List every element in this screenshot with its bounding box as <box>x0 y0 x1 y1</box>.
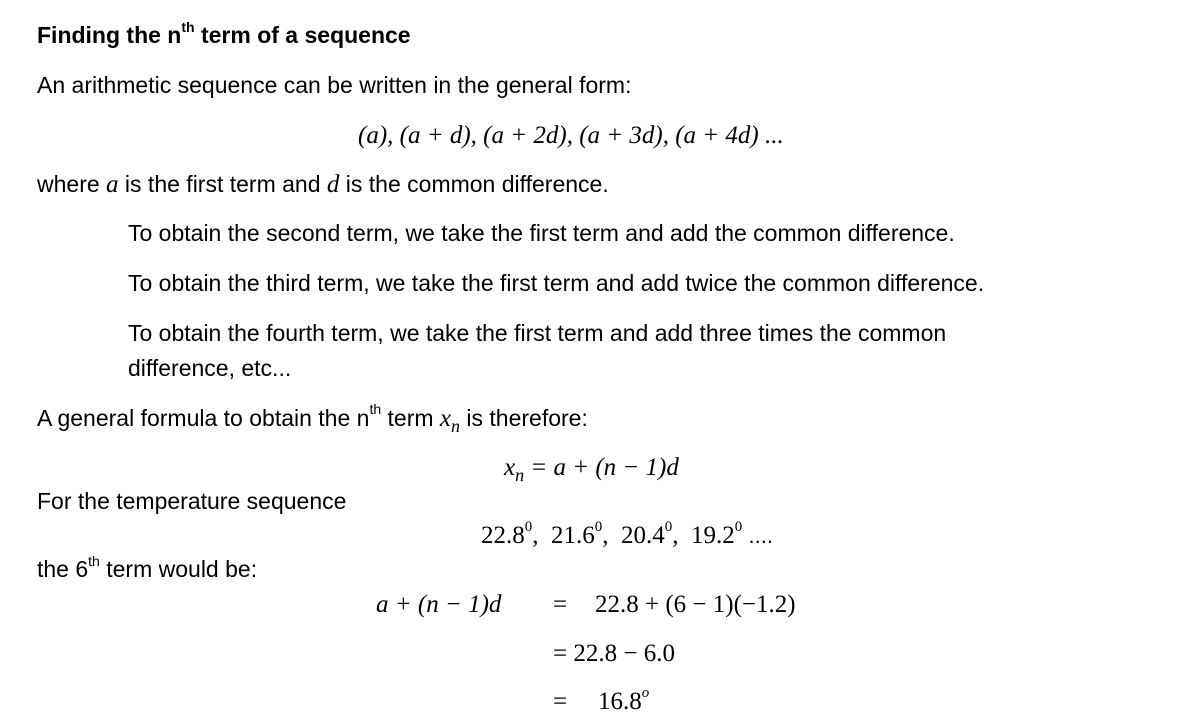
temp-term-1: 22.8 <box>481 522 525 549</box>
temp-term-3: 20.4 <box>621 522 665 549</box>
title-post: term of a sequence <box>194 22 411 48</box>
gf-mid: term <box>381 405 440 431</box>
step-fourth-term: To obtain the fourth term, we take the first term and add three times the common <box>128 320 947 346</box>
var-a: a <box>106 171 119 198</box>
var-d: d <box>326 171 340 198</box>
degree-sign: 0 <box>594 519 603 535</box>
nth-term-formula <box>504 454 679 485</box>
formula-n-sub: n <box>515 465 525 485</box>
var-n-sub: n <box>451 416 461 436</box>
calc-line-1: 22.8 + (6 − 1)(−1.2) <box>595 591 796 618</box>
page-title <box>37 19 411 48</box>
degree-sign: 0 <box>524 519 533 535</box>
result-degree: o <box>641 685 650 701</box>
sixth-pre: the 6 <box>37 556 89 582</box>
calc-eq-3: = <box>553 688 568 715</box>
calc-line-2: = 22.8 − 6.0 <box>553 640 675 667</box>
result-value: 16.8 <box>598 688 642 715</box>
sixth-post: term would be: <box>99 556 258 582</box>
gf-post: is therefore: <box>460 405 588 431</box>
temp-term-4: 19.2 <box>691 522 735 549</box>
calc-line-3 <box>598 685 650 715</box>
where-part-1: where <box>37 171 107 197</box>
formula-rhs: = a + (n − 1)d <box>530 454 679 481</box>
formula-x: x <box>504 454 516 481</box>
where-part-3: is the common difference. <box>339 171 609 197</box>
temperature-sequence <box>481 519 773 549</box>
general-formula-text <box>37 401 588 436</box>
intro-text: An arithmetic sequence can be written in the general form: <box>37 72 632 98</box>
gf-pre: A general formula to obtain the n <box>37 405 370 431</box>
sixth-term-label <box>37 553 258 582</box>
separator: , <box>602 522 609 549</box>
temp-term-2: 21.6 <box>551 522 595 549</box>
separator: , <box>672 522 679 549</box>
step-third-term: To obtain the third term, we take the first term and add twice the common difference. <box>128 270 985 296</box>
degree-sign: 0 <box>734 519 743 535</box>
sixth-sup: th <box>88 553 100 569</box>
calc-eq-1: = <box>553 591 568 618</box>
var-x: x <box>439 405 452 432</box>
step-fourth-term-cont: difference, etc... <box>128 355 292 381</box>
temperature-label: For the temperature sequence <box>37 488 347 514</box>
title-pre: Finding the n <box>37 22 182 48</box>
ellipsis: .... <box>748 523 773 548</box>
title-sup: th <box>181 19 195 35</box>
degree-sign: 0 <box>664 519 673 535</box>
step-second-term: To obtain the second term, we take the first term and add the common difference. <box>128 220 955 246</box>
where-part-2: is the first term and <box>118 171 327 197</box>
where-text <box>37 172 609 197</box>
calc-lhs: a + (n − 1)d <box>376 591 502 618</box>
general-form-equation: (a), (a + d), (a + 2d), (a + 3d), (a + 4d) ... <box>358 122 784 149</box>
separator: , <box>532 522 539 549</box>
gf-sup: th <box>369 401 382 417</box>
